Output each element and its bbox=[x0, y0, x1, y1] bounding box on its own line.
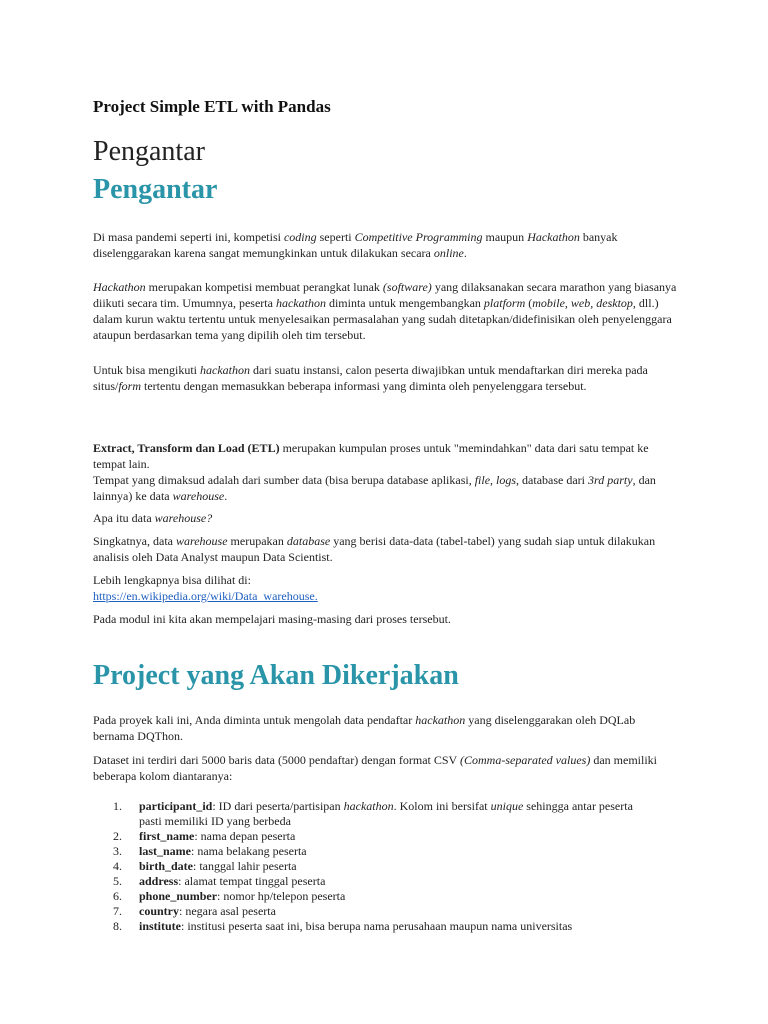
column-name: birth_date bbox=[139, 859, 193, 873]
list-item bbox=[93, 859, 653, 874]
text: merupakan kumpulan proses untuk "memindahkan" data dari satu tempat ke tempat lain. bbox=[93, 441, 649, 471]
italic-text: warehouse? bbox=[154, 511, 213, 525]
module-paragraph bbox=[93, 611, 678, 627]
column-name: country bbox=[139, 904, 179, 918]
column-description: . Kolom ini bersifat bbox=[393, 799, 491, 813]
project-paragraph-1 bbox=[93, 712, 678, 744]
list-number: 3. bbox=[113, 844, 122, 858]
text: yang berisi data-data (tabel-tabel) yang sudah siap untuk dilakukan analisis oleh Data Analyst maupun Data Scientist. bbox=[93, 534, 656, 564]
italic-text: Hackathon bbox=[93, 280, 146, 294]
intro-paragraph-2 bbox=[93, 279, 678, 343]
section-heading-pengantar: Pengantar bbox=[93, 174, 218, 205]
text: . bbox=[463, 246, 467, 260]
italic-text: hackathon bbox=[200, 363, 250, 377]
text: Singkatnya, data bbox=[93, 534, 176, 548]
intro-paragraph-1 bbox=[93, 229, 678, 261]
text: . bbox=[224, 489, 228, 503]
list-item bbox=[93, 844, 653, 859]
italic-text: database bbox=[286, 534, 331, 548]
italic-text: hackathon bbox=[415, 713, 466, 727]
text: maupun bbox=[482, 230, 528, 244]
text: , dan lainnya) ke data bbox=[93, 473, 656, 503]
italic-text: logs bbox=[496, 473, 517, 487]
column-name: last_name bbox=[139, 844, 191, 858]
text: , dll.) dalam kurun waktu tertentu untuk menyelesaikan permasalahan yang sudah ditetapkan/didefinisikan oleh penyelenggara ataupun berdasarkan tema yang dipilih oleh tim tersebut. bbox=[93, 296, 672, 342]
column-description: : ID dari peserta/partisipan bbox=[212, 799, 344, 813]
text: yang dilaksanakan secara marathon yang biasanya diikuti secara tim. Umumnya, peserta bbox=[93, 280, 677, 310]
column-name: institute bbox=[139, 919, 181, 933]
text: Di masa pandemi seperti ini, kompetisi bbox=[93, 230, 284, 244]
text: Pada proyek kali ini, Anda diminta untuk mengolah data pendaftar bbox=[93, 713, 416, 727]
text: , database dari bbox=[516, 473, 589, 487]
italic-text: Hackathon bbox=[527, 230, 580, 244]
italic-text: online bbox=[433, 246, 464, 260]
text: Pada modul ini kita akan mempelajari masing-masing dari proses tersebut. bbox=[93, 612, 451, 626]
italic-text: 3rd party bbox=[588, 473, 633, 487]
section-heading-project: Project yang Akan Dikerjakan bbox=[93, 660, 459, 691]
text: yang diselenggarakan oleh DQLab bernama DQThon. bbox=[93, 713, 636, 743]
intro-paragraph-3 bbox=[93, 362, 678, 394]
column-name: first_name bbox=[139, 829, 195, 843]
list-item bbox=[93, 919, 653, 934]
list-number: 6. bbox=[113, 889, 122, 903]
list-number: 2. bbox=[113, 829, 122, 843]
italic-text: warehouse bbox=[172, 489, 225, 503]
italic-text: hackathon bbox=[343, 799, 394, 813]
italic-text: platform bbox=[483, 296, 526, 310]
column-list bbox=[93, 799, 653, 934]
column-description: : alamat tempat tinggal peserta bbox=[178, 874, 326, 888]
list-item bbox=[93, 874, 653, 889]
text: Dataset ini terdiri dari 5000 baris data (5000 pendaftar) dengan format CSV bbox=[93, 753, 461, 767]
italic-text: hackathon bbox=[275, 296, 326, 310]
italic-text: unique bbox=[490, 799, 524, 813]
column-description: : institusi peserta saat ini, bisa berupa nama perusahaan maupun nama universitas bbox=[181, 919, 573, 933]
column-description: : negara asal peserta bbox=[179, 904, 276, 918]
plain-heading-pengantar: Pengantar bbox=[93, 136, 205, 167]
etl-paragraph bbox=[93, 440, 678, 504]
text: banyak diselenggarakan karena sangat memungkinkan untuk dilakukan secara bbox=[93, 230, 618, 260]
italic-text: (Comma-separated values) bbox=[460, 753, 591, 767]
column-description: : nama depan peserta bbox=[194, 829, 296, 843]
column-description: : nomor hp/telepon peserta bbox=[217, 889, 346, 903]
italic-text: warehouse bbox=[175, 534, 228, 548]
text: , bbox=[490, 473, 497, 487]
text: Untuk bisa mengikuti bbox=[93, 363, 200, 377]
list-item bbox=[93, 889, 653, 904]
warehouse-paragraph bbox=[93, 533, 678, 565]
warehouse-question bbox=[93, 510, 678, 526]
wikipedia-link[interactable]: https://en.wikipedia.org/wiki/Data_warehouse. bbox=[93, 589, 318, 603]
text: Apa itu data bbox=[93, 511, 155, 525]
text: merupakan kompetisi membuat perangkat lunak bbox=[145, 280, 383, 294]
column-name: participant_id bbox=[139, 799, 213, 813]
text: dari suatu instansi, calon peserta diwajibkan untuk mendaftarkan diri mereka pada situs/ bbox=[93, 363, 648, 393]
italic-text: coding bbox=[283, 230, 317, 244]
list-item bbox=[93, 799, 653, 829]
list-item bbox=[93, 904, 653, 919]
text: seperti bbox=[316, 230, 355, 244]
italic-text: Competitive Programming bbox=[354, 230, 483, 244]
text: tertentu dengan memasukkan beberapa informasi yang diminta oleh penyelenggara tersebut. bbox=[141, 379, 587, 393]
list-number: 4. bbox=[113, 859, 122, 873]
italic-text: (software) bbox=[382, 280, 432, 294]
text: diminta untuk mengembangkan bbox=[325, 296, 484, 310]
italic-text: mobile, web, desktop bbox=[532, 296, 633, 310]
text: Tempat yang dimaksud adalah dari sumber data (bisa berupa database aplikasi, bbox=[93, 473, 475, 487]
column-description: : tanggal lahir peserta bbox=[193, 859, 297, 873]
column-description: sehingga antar peserta pasti memiliki ID yang berbeda bbox=[139, 799, 633, 828]
italic-text: form bbox=[118, 379, 142, 393]
list-item bbox=[93, 829, 653, 844]
text: merupakan bbox=[227, 534, 287, 548]
text: dan memiliki beberapa kolom diantaranya: bbox=[93, 753, 657, 783]
text: Lebih lengkapnya bisa dilihat di: bbox=[93, 573, 251, 587]
list-number: 5. bbox=[113, 874, 122, 888]
reference-paragraph bbox=[93, 572, 678, 604]
text: ( bbox=[525, 296, 533, 310]
list-number: 1. bbox=[113, 799, 122, 813]
project-paragraph-2 bbox=[93, 752, 678, 784]
list-number: 8. bbox=[113, 919, 122, 933]
column-name: address bbox=[139, 874, 179, 888]
document-title: Project Simple ETL with Pandas bbox=[93, 97, 331, 116]
list-number: 7. bbox=[113, 904, 122, 918]
column-name: phone_number bbox=[139, 889, 218, 903]
column-description: : nama belakang peserta bbox=[191, 844, 307, 858]
bold-text: Extract, Transform dan Load (ETL) bbox=[93, 441, 280, 455]
italic-text: file bbox=[474, 473, 491, 487]
